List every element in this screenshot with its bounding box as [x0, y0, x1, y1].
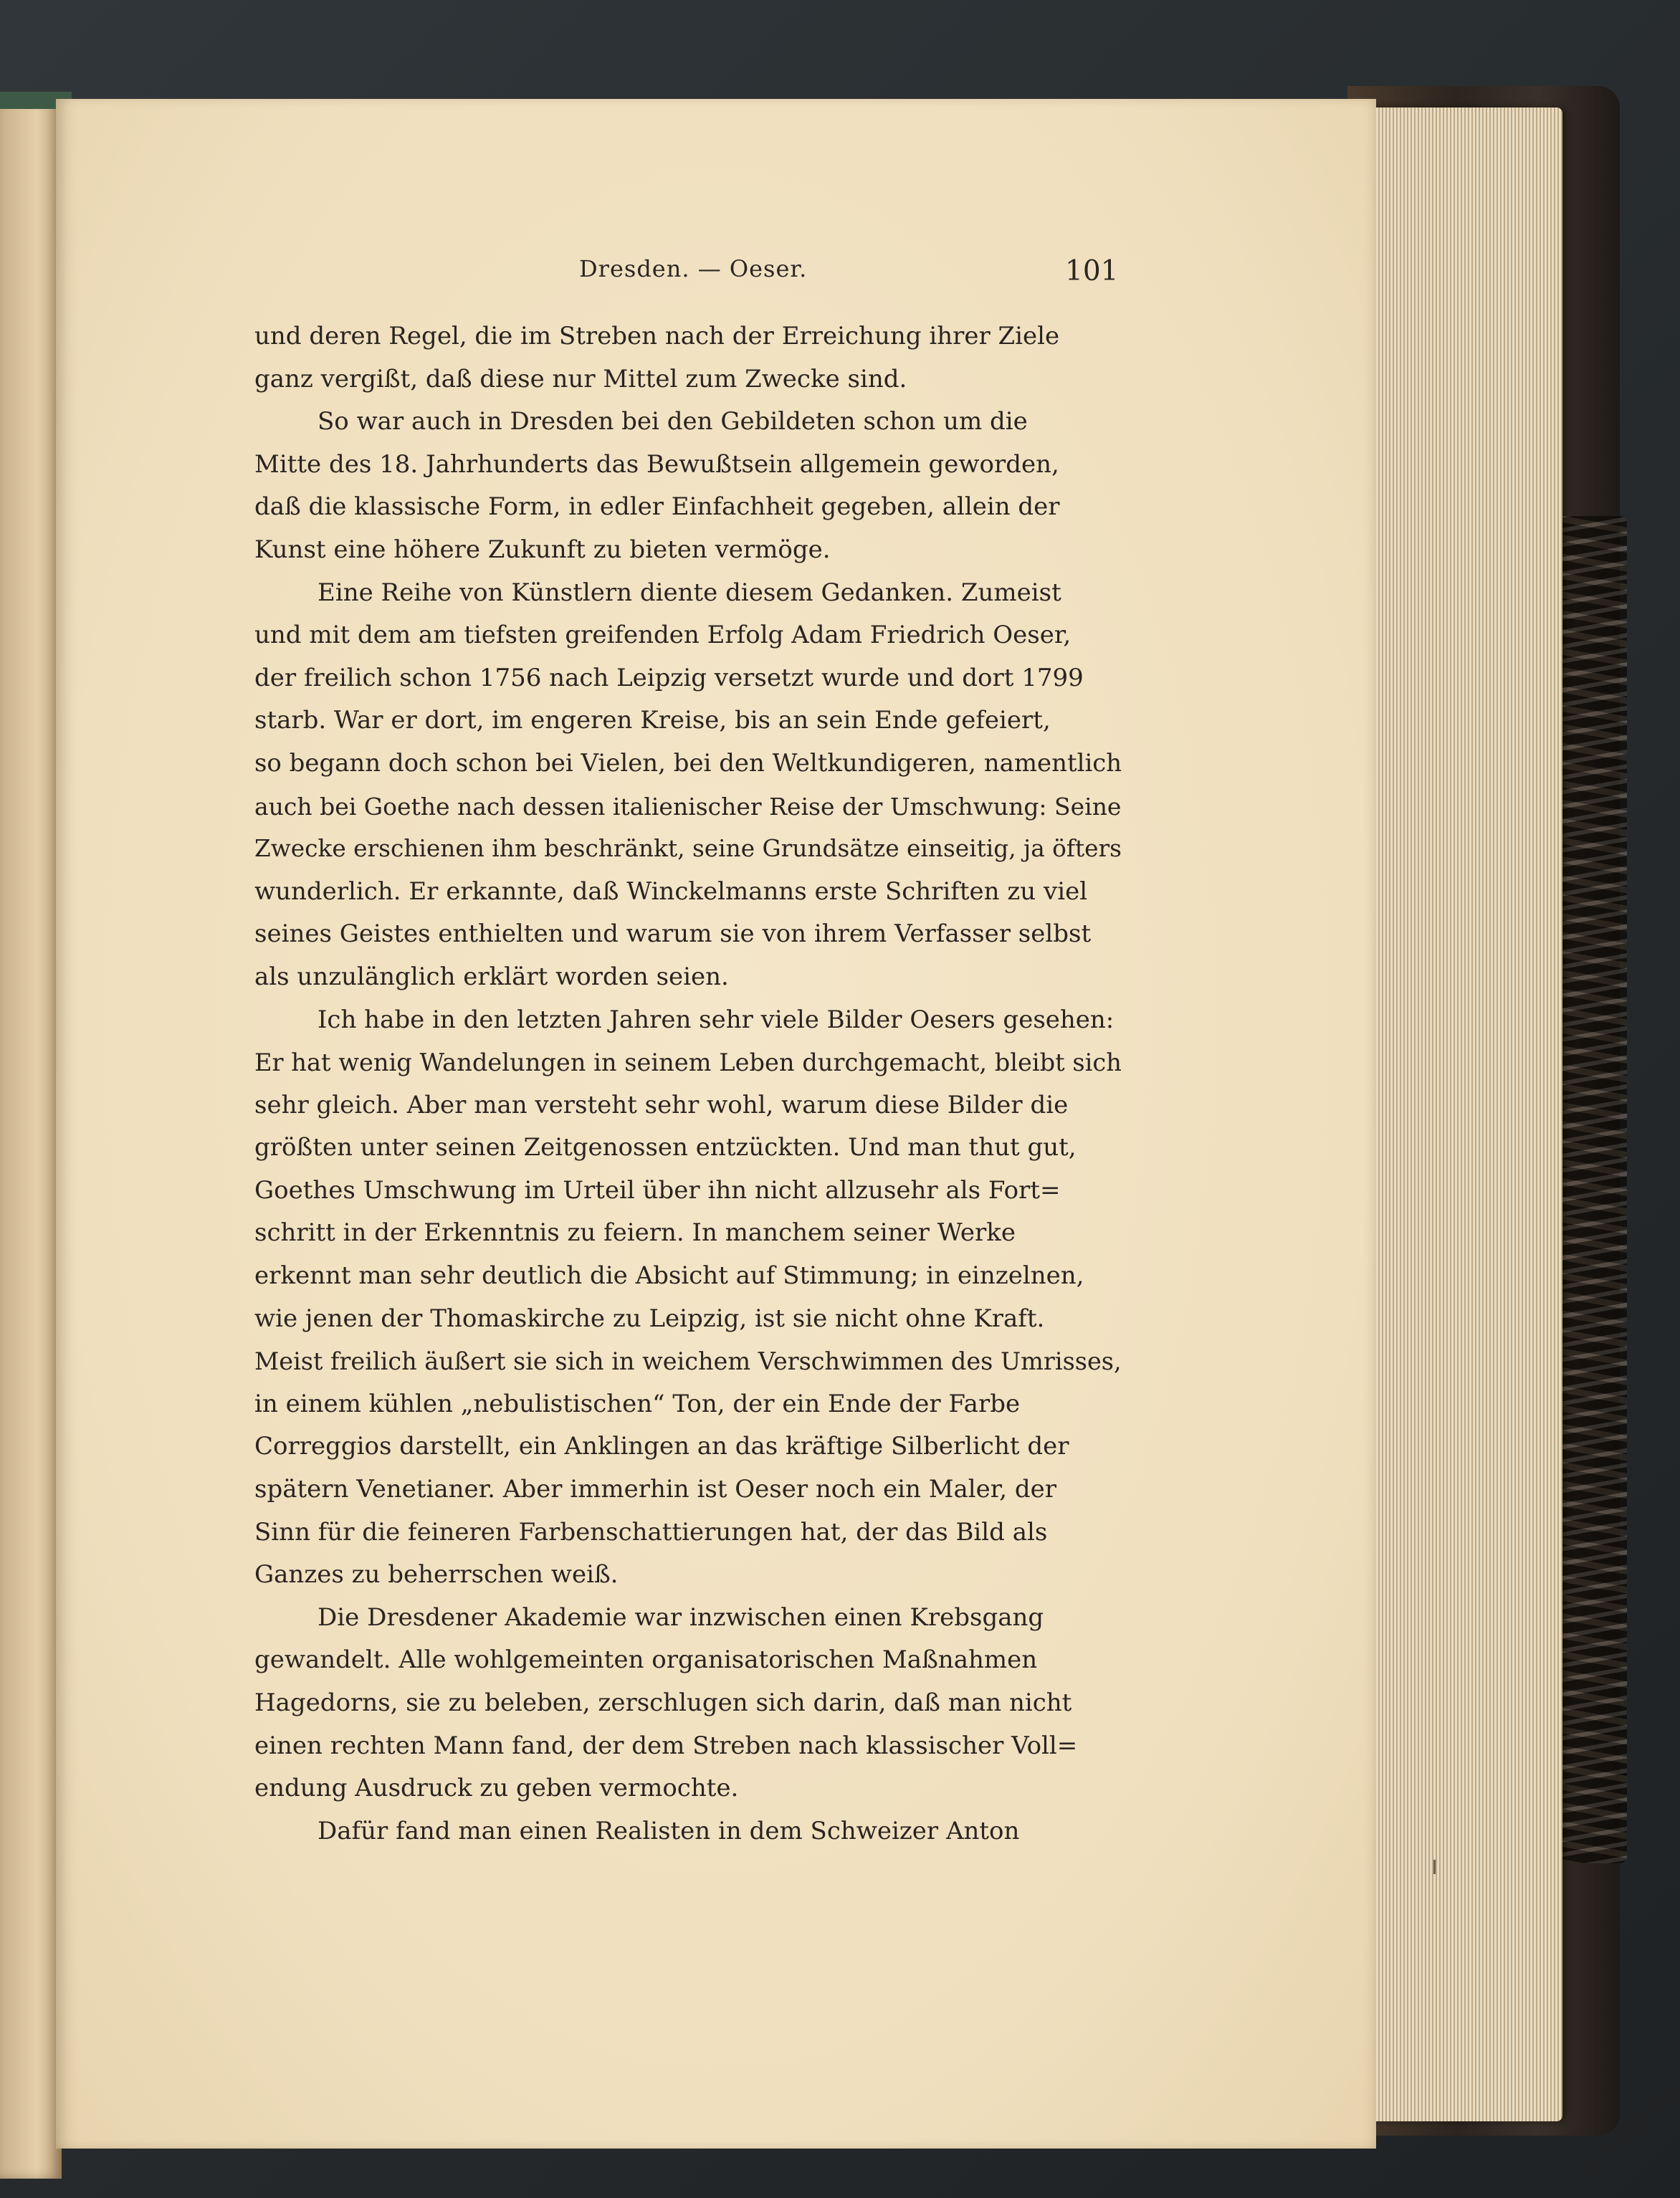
text-line: starb. War er dort, im engeren Kreise, bis an sein Ende gefeiert, [254, 706, 1051, 735]
text-line: Die Dresdener Akademie war inzwischen einen Krebsgang [318, 1602, 1044, 1632]
text-line: Er hat wenig Wandelungen in seinem Leben durchgemacht, bleibt sich [254, 1048, 1122, 1077]
text-line: als unzulänglich erklärt worden seien. [254, 962, 729, 991]
text-line: Kunst eine höhere Zukunft zu bieten vermöge. [254, 535, 831, 564]
text-line: Ich habe in den letzten Jahren sehr viele Bilder Oesers gesehen: [318, 1005, 1115, 1034]
running-title: Dresden. — Oeser. [579, 255, 808, 282]
text-line: Hagedorns, sie zu beleben, zerschlugen sich darin, daß man nicht [254, 1688, 1072, 1717]
text-line: in einem kühlen „nebulistischen“ Ton, der ein Ende der Farbe [254, 1389, 1021, 1418]
text-line: Ganzes zu beherrschen weiß. [254, 1560, 619, 1590]
facing-page-edge [0, 100, 62, 2179]
text-line: erkennt man sehr deutlich die Absicht auf Stimmung; in einzelnen, [254, 1261, 1084, 1291]
text-line: daß die klassische Form, in edler Einfachheit gegeben, allein der [254, 492, 1060, 522]
text-line: Dafür fand man einen Realisten in dem Schweizer Anton [318, 1816, 1020, 1845]
text-line: schritt in der Erkenntnis zu feiern. In manchem seiner Werke [254, 1218, 1016, 1248]
text-line: Mitte des 18. Jahrhunderts das Bewußtsein allgemein geworden, [254, 449, 1059, 479]
text-line: wunderlich. Er erkannte, daß Winckelmanns erste Schriften zu viel [254, 876, 1088, 906]
body-text [254, 315, 1122, 1853]
text-line: ganz vergißt, daß diese nur Mittel zum Zwecke sind. [254, 364, 907, 393]
text-line: Correggios darstellt, ein Anklingen an das kräftige Silberlicht der [254, 1432, 1069, 1461]
text-line: seines Geistes enthielten und warum sie von ihrem Verfasser selbst [254, 919, 1092, 949]
text-line: wie jenen der Thomaskirche zu Leipzig, ist sie nicht ohne Kraft. [254, 1304, 1045, 1333]
page-number: 101 [1065, 255, 1119, 287]
text-line: Goethes Umschwung im Urteil über ihn nicht allzusehr als Fort= [254, 1175, 1061, 1205]
text-line: so begann doch schon bei Vielen, bei den Weltkundigeren, namentlich [254, 748, 1122, 778]
edge-mark [1433, 1860, 1436, 1874]
text-line: spätern Venetianer. Aber immerhin ist Oeser noch ein Maler, der [254, 1475, 1057, 1504]
page-block-edges [1369, 107, 1562, 2121]
text-line: und deren Regel, die im Streben nach der Erreichung ihrer Ziele [254, 322, 1060, 350]
text-line: So war auch in Dresden bei den Gebildeten schon um die [318, 407, 1028, 436]
text-line: und mit dem am tiefsten greifenden Erfolg Adam Friedrich Oeser, [254, 621, 1072, 650]
text-line: der freilich schon 1756 nach Leipzig versetzt wurde und dort 1799 [254, 663, 1084, 692]
text-line: gewandelt. Alle wohlgemeinten organisatorischen Maßnahmen [254, 1645, 1038, 1675]
text-line: sehr gleich. Aber man versteht sehr wohl, warum diese Bilder die [254, 1090, 1069, 1119]
text-line: einen rechten Mann fand, der dem Streben nach klassischer Voll= [254, 1731, 1078, 1760]
text-line: größten unter seinen Zeitgenossen entzückten. Und man thut gut, [254, 1133, 1077, 1162]
text-line: endung Ausdruck zu geben vermochte. [254, 1774, 739, 1803]
text-line: Eine Reihe von Künstlern diente diesem Gedanken. Zumeist [318, 578, 1061, 607]
text-line: Zwecke erschienen ihm beschränkt, seine Grundsätze einseitig, ja öfters [254, 835, 1122, 863]
text-line: auch bei Goethe nach dessen italienischer Reise der Umschwung: Seine [254, 792, 1122, 821]
text-line: Meist freilich äußert sie sich in weichem Verschwimmen des Umrisses, [254, 1347, 1122, 1376]
text-line: Sinn für die feineren Farbenschattierungen hat, der das Bild als [254, 1517, 1048, 1547]
